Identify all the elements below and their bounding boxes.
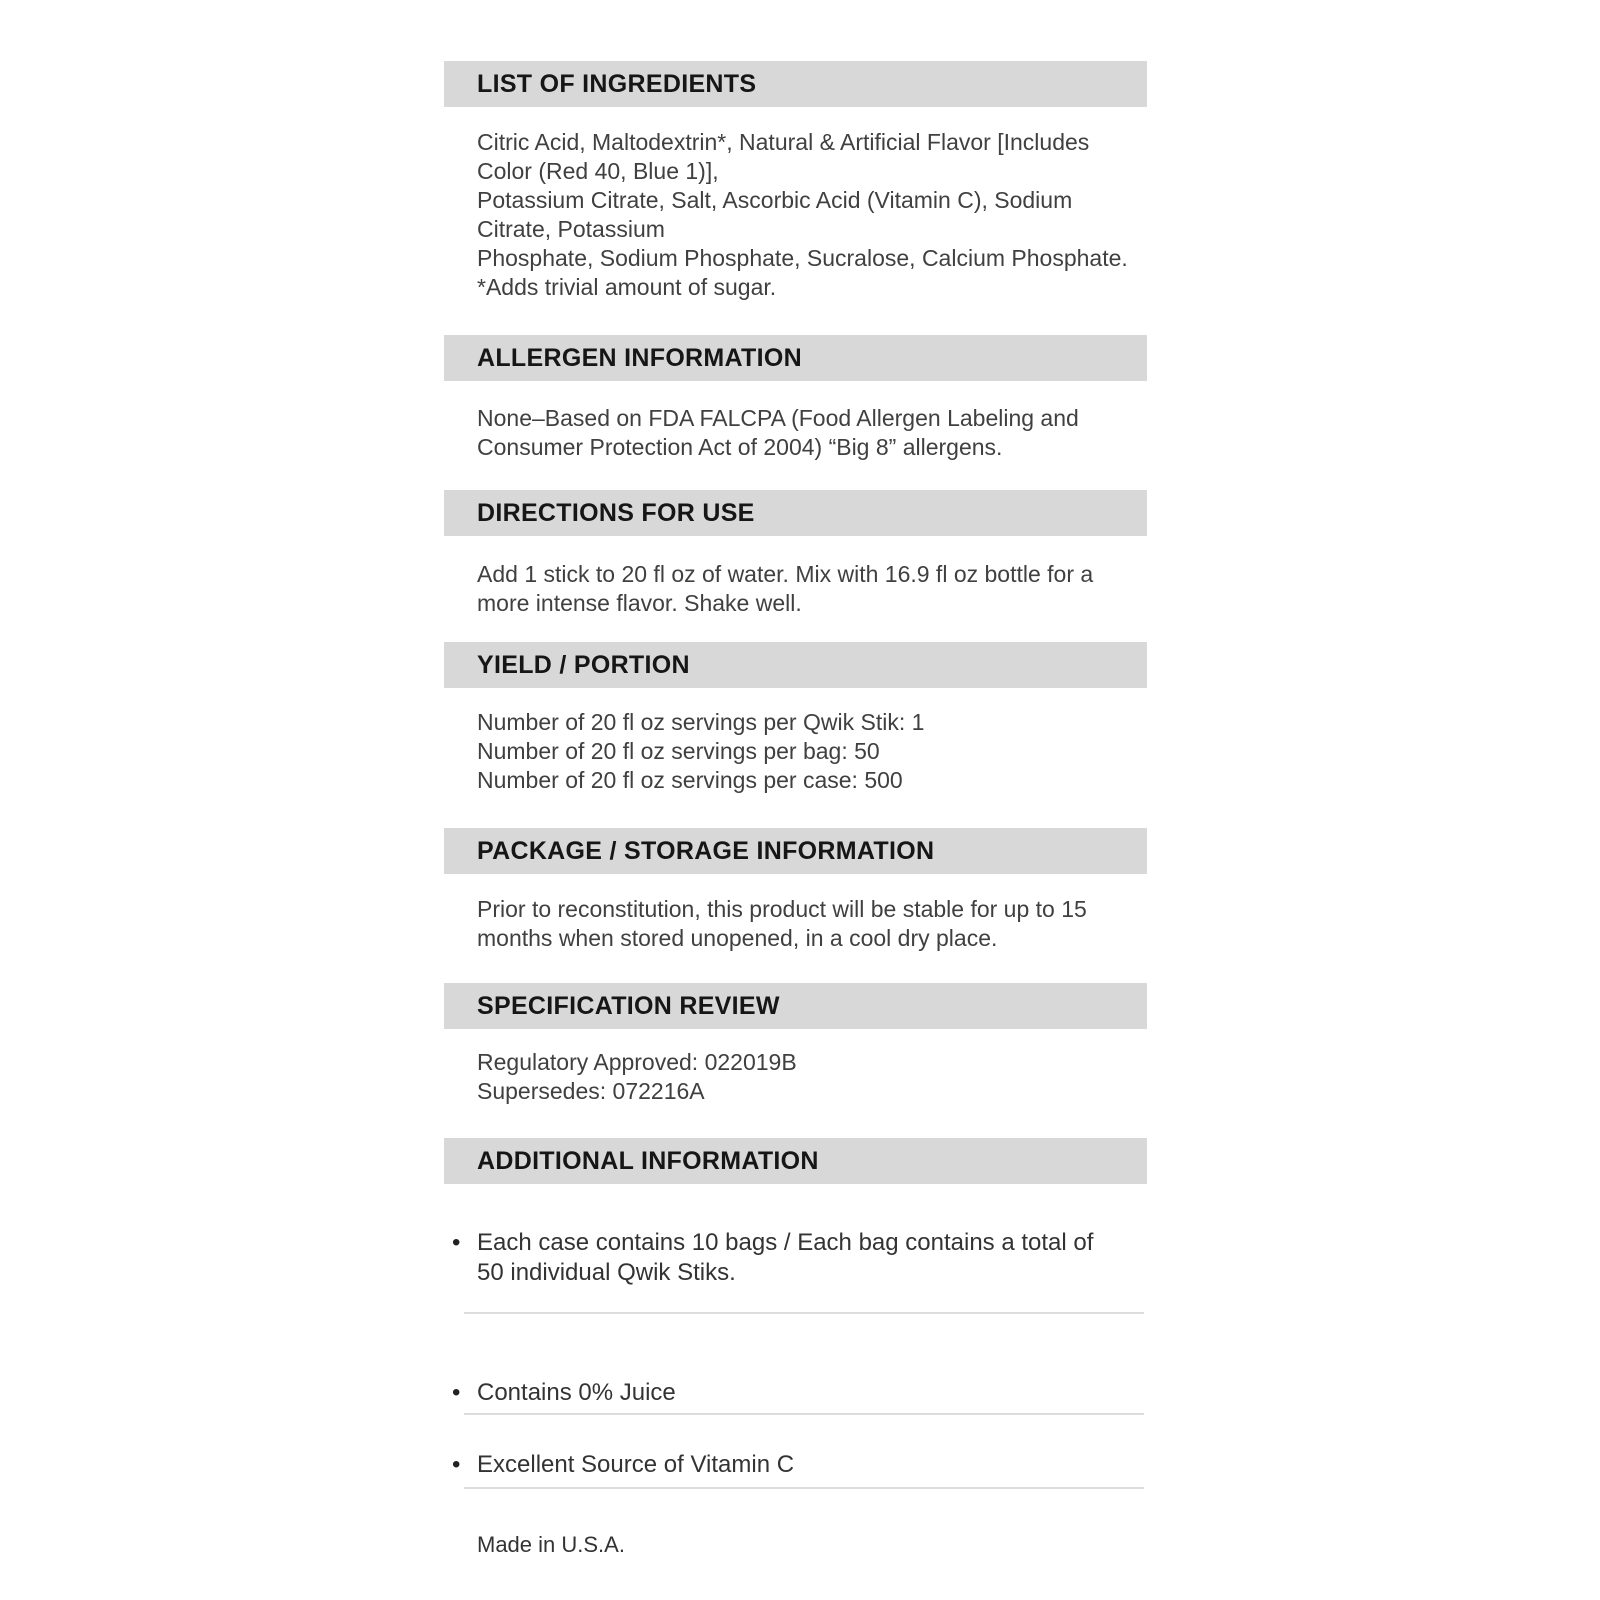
body-line: Citric Acid, Maltodextrin*, Natural & Artificial Flavor [Includes: [477, 129, 1090, 155]
body-line: Number of 20 fl oz servings per Qwik Stik: 1: [477, 709, 925, 735]
section-header-directions: [444, 490, 1147, 536]
section-body-spec-review: [444, 1048, 1147, 1106]
section-title: DIRECTIONS FOR USE: [477, 498, 755, 527]
section-title: SPECIFICATION REVIEW: [477, 991, 780, 1020]
section-title: ALLERGEN INFORMATION: [477, 343, 802, 372]
section-body-ingredients: [444, 128, 1147, 302]
bullet-text: Excellent Source of Vitamin C: [477, 1451, 795, 1478]
section-title: LIST OF INGREDIENTS: [477, 69, 757, 98]
section-header-allergen: [444, 335, 1147, 381]
section-title: YIELD / PORTION: [477, 650, 690, 679]
body-line: Supersedes: 072216A: [477, 1078, 705, 1104]
body-line: None–Based on FDA FALCPA (Food Allergen Labeling and: [477, 405, 1079, 431]
section-title: ADDITIONAL INFORMATION: [477, 1146, 819, 1175]
body-line: Consumer Protection Act of 2004) “Big 8” allergens.: [477, 434, 1003, 460]
bullet-dot-icon: •: [452, 1229, 461, 1256]
body-line: Number of 20 fl oz servings per case: 500: [477, 767, 903, 793]
bullet-dot-icon: •: [452, 1379, 461, 1406]
divider: [464, 1487, 1144, 1489]
bullet-text: Contains 0% Juice: [477, 1379, 676, 1406]
divider: [464, 1312, 1144, 1314]
bullet-item-juice: [444, 1378, 1147, 1408]
section-body-storage: [444, 895, 1147, 953]
body-line: Number of 20 fl oz servings per bag: 50: [477, 738, 880, 764]
section-header-yield: [444, 642, 1147, 688]
body-line: Prior to reconstitution, this product will be stable for up to 15: [477, 896, 1087, 922]
body-line: *Adds trivial amount of sugar.: [477, 274, 777, 300]
body-line: Phosphate, Sodium Phosphate, Sucralose, Calcium Phosphate.: [477, 245, 1128, 271]
body-line: Regulatory Approved: 022019B: [477, 1049, 797, 1075]
body-line: Citrate, Potassium: [477, 216, 665, 242]
bullet-text: Each case contains 10 bags / Each bag contains a total of 50 individual Qwik Stiks.: [477, 1229, 1094, 1286]
body-line: Add 1 stick to 20 fl oz of water. Mix with 16.9 fl oz bottle for a: [477, 561, 1094, 587]
section-body-allergen: [444, 404, 1147, 462]
section-body-directions: [444, 560, 1147, 618]
bullet-dot-icon: •: [452, 1451, 461, 1478]
section-header-additional: [444, 1138, 1147, 1184]
bullet-item-case-contents: [444, 1228, 1147, 1288]
body-line: Color (Red 40, Blue 1)],: [477, 158, 719, 184]
made-in-text: Made in U.S.A.: [477, 1532, 625, 1557]
body-line: months when stored unopened, in a cool dry place.: [477, 925, 998, 951]
spec-sheet: [444, 0, 1147, 1558]
section-header-storage: [444, 828, 1147, 874]
section-header-ingredients: [444, 61, 1147, 107]
section-body-yield: [444, 708, 1147, 795]
divider: [464, 1413, 1144, 1415]
section-title: PACKAGE / STORAGE INFORMATION: [477, 836, 935, 865]
body-line: Potassium Citrate, Salt, Ascorbic Acid (Vitamin C), Sodium: [477, 187, 1073, 213]
body-line: more intense flavor. Shake well.: [477, 590, 802, 616]
bullet-item-vitamin-c: [444, 1450, 1147, 1480]
section-header-spec-review: [444, 983, 1147, 1029]
